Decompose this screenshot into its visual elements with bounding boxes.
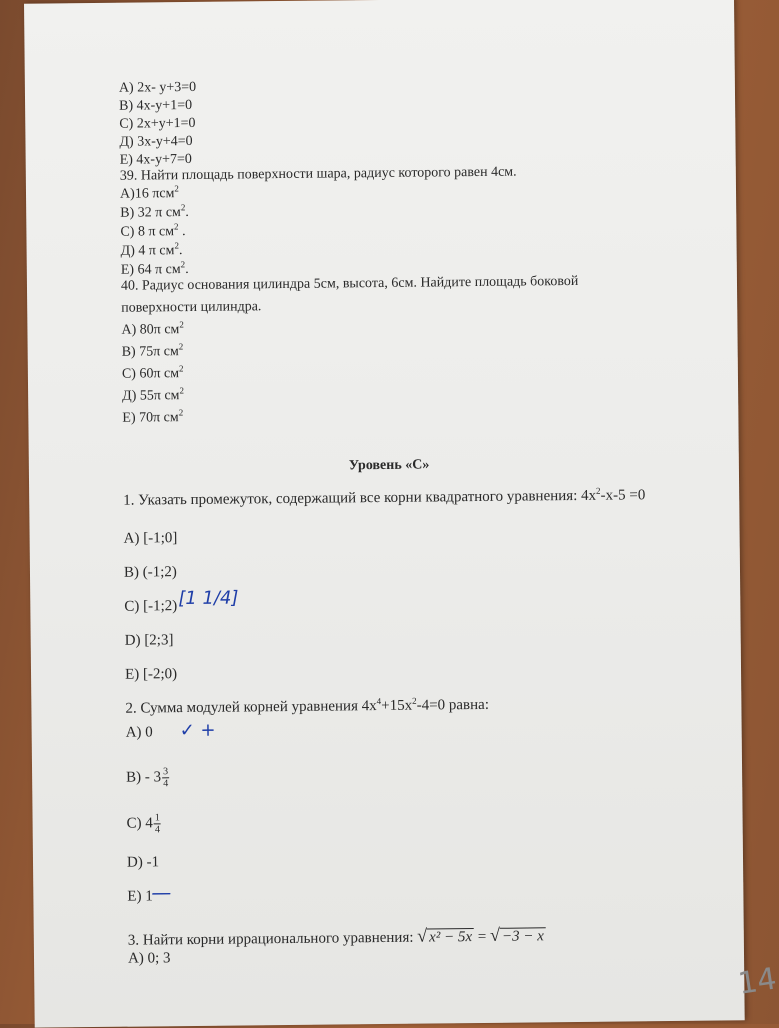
c1-handwritten-note: [1 1/4]	[178, 587, 239, 610]
c3-rhs-radicand: −3 − x	[500, 927, 546, 945]
c1-option-e: E) [-2;0)	[124, 666, 178, 683]
page-number: 14	[735, 961, 779, 1002]
q39-option-b-text: В) 32 π см	[120, 205, 181, 221]
c3-question: 3. Найти корни иррационального уравнения: √ x² − 5x = √ −3 − x	[128, 924, 546, 949]
q38-option-c: С) 2х+у+1=0	[119, 115, 196, 132]
c2-question-mid: +15х	[381, 697, 413, 715]
q39-option-d-text: Д) 4 π см	[120, 243, 175, 259]
q38-option-d: Д) 3х-у+4=0	[119, 133, 193, 150]
q39-question: 39. Найти площадь поверхности шара, радиус которого равен 4см.	[119, 164, 517, 184]
q38-option-b: В) 4х-у+1=0	[119, 97, 193, 114]
c3-option-a: A) 0; 3	[127, 950, 171, 967]
q39-option-e: Е) 64 π $см^2$.	[120, 259, 189, 278]
c2-option-b-denominator: 4	[163, 778, 169, 790]
c3-equals: =	[477, 928, 487, 946]
c2-question: 2. Сумма модулей корней уравнения $4х^4+15х^2-4=0$ равна:	[125, 695, 490, 717]
c2-option-c-text: C) 4	[126, 815, 153, 832]
c3-question-text: 3. Найти корни иррационального уравнения:	[127, 929, 414, 949]
q39-option-a: А)16 πсм$^2$	[119, 183, 179, 202]
c2-question-text: 2. Сумма модулей корней уравнения 4х	[125, 698, 377, 717]
q38-option-a: А) 2х- у+3=0	[118, 79, 197, 96]
q40-option-b: В) 75π $см^2$	[121, 341, 184, 360]
q40-option-d-text: Д) 55π см	[122, 388, 180, 404]
c2-option-a: A) 0	[125, 724, 153, 741]
q40-option-c-text: С) 60π см	[121, 366, 180, 382]
q40-option-a: А) 80π $см^2$	[121, 319, 184, 338]
q39-option-c-text: С) 8 π см	[120, 224, 175, 240]
level-c-heading: Уровень «С»	[348, 457, 430, 474]
c3-lhs-radicand: x² − 5x	[427, 928, 474, 946]
q38-option-e: Е) 4х-у+7=0	[119, 151, 192, 168]
q40-question-line1: 40. Радиус основания цилиндра 5см, высота, 6см. Найдите площадь боковой	[120, 273, 579, 294]
q39-option-c: С) 8 π $см^2$ .	[120, 221, 186, 240]
c2-handwritten-dash: —	[151, 880, 172, 905]
c1-option-c: C) [-1;2)	[124, 598, 178, 615]
q40-option-c: С) 60π $см^2$	[121, 363, 184, 382]
q40-option-d: Д) 55π $см^2$	[122, 385, 184, 404]
c2-option-d: D) -1	[126, 854, 160, 871]
q40-option-b-text: В) 75π см	[121, 344, 179, 360]
c2-option-e: E) 1	[127, 888, 153, 905]
q40-option-a-text: А) 80π см	[121, 322, 180, 338]
c1-option-d: D) [2;3]	[124, 632, 174, 649]
c2-option-c-numerator: 1	[154, 812, 160, 824]
c2-option-c-fraction	[154, 812, 161, 835]
c2-option-b-text: B) - 3	[126, 769, 162, 786]
c1-question: 1. Указать промежуток, содержащий все корни квадратного уравнения: $4х^2-х-5 =0$	[123, 485, 646, 509]
q39-option-b: В) 32 π $см^2$.	[120, 202, 189, 221]
q40-option-e-text: Е) 70π см	[122, 410, 179, 426]
q40-option-e: Е) 70π $см^2$	[122, 407, 184, 426]
c2-option-b-fraction	[162, 766, 169, 789]
c1-option-b: B) (-1;2)	[123, 564, 177, 581]
c2-option-b-numerator: 3	[163, 766, 169, 778]
c1-question-tail: -х-5 =0	[600, 487, 646, 504]
c2-handwritten-check: ✓ +	[179, 719, 216, 742]
q39-option-e-text: Е) 64 π см	[120, 262, 181, 278]
q39-option-d: Д) 4 π $см^2$.	[120, 240, 183, 259]
c2-option-c-denominator: 4	[154, 824, 160, 836]
c2-option-b	[126, 766, 169, 789]
q39-option-a-text: А)16 πсм	[119, 186, 175, 202]
exam-sheet	[24, 0, 779, 1028]
sheet-content	[24, 0, 779, 1028]
c2-question-tail: -4=0 равна:	[416, 696, 490, 714]
c2-option-c	[126, 812, 160, 835]
c1-option-a: A) [-1;0]	[123, 530, 178, 547]
q40-question-line2: поверхности цилиндра.	[121, 299, 262, 316]
c1-question-text: 1. Указать промежуток, содержащий все корни квадратного уравнения: 4х	[123, 487, 597, 509]
